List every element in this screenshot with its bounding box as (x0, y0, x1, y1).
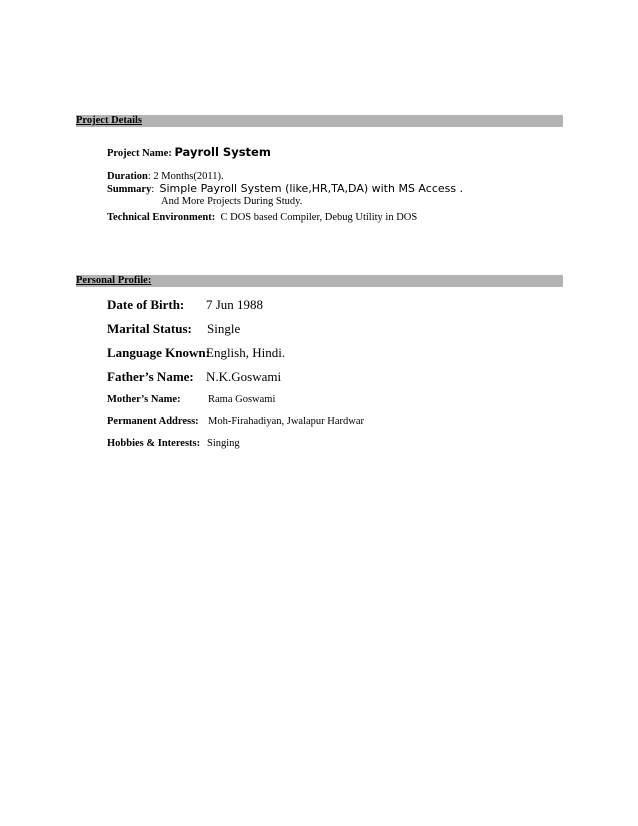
duration-value: : 2 Months(2011). (147, 171, 224, 182)
fathers-name-label: Father’s Name: (107, 369, 194, 384)
tech-env-label: Technical Environment: (107, 212, 216, 223)
permanent-address-label: Permanent Address: (107, 416, 199, 427)
duration-label: Duration (107, 171, 148, 182)
project-details-header (76, 115, 563, 127)
project-name-label: Project Name: (107, 148, 172, 159)
dob-label: Date of Birth: (107, 297, 185, 312)
personal-profile-title: Personal Profile: (76, 275, 152, 286)
language-known-label: Language Known: (107, 345, 210, 360)
project-name-value: Payroll System (174, 145, 271, 159)
permanent-address-value: Moh-Firahadiyan, Jwalapur Hardwar (208, 416, 364, 427)
tech-env-row (107, 211, 417, 224)
marital-status-label: Marital Status: (107, 321, 192, 336)
mothers-name-label: Mother’s Name: (107, 394, 181, 405)
summary-continuation-text: And More Projects During Study. (161, 196, 303, 207)
project-details-title: Project Details (76, 115, 142, 126)
project-name-row (107, 146, 271, 160)
hobbies-value: Singing (207, 438, 240, 449)
fathers-name-value: N.K.Goswami (206, 369, 282, 384)
summary-row: Summary: Simple Payroll System (like,HR,TA,DA) with MS Access . (107, 182, 464, 195)
summary-continuation (161, 195, 302, 208)
personal-profile-header (76, 275, 563, 287)
summary-label: Summary (107, 184, 152, 195)
tech-env-value: C DOS based Compiler, Debug Utility in DOS (220, 212, 418, 223)
marital-status-value: Single (207, 321, 241, 336)
summary-value: Simple Payroll System (like,HR,TA,DA) with MS Access . (159, 182, 464, 195)
mothers-name-value: Rama Goswami (208, 394, 276, 405)
hobbies-label: Hobbies & Interests: (107, 438, 201, 449)
dob-value: 7 Jun 1988 (206, 297, 264, 312)
language-known-value: English, Hindi. (206, 345, 286, 360)
